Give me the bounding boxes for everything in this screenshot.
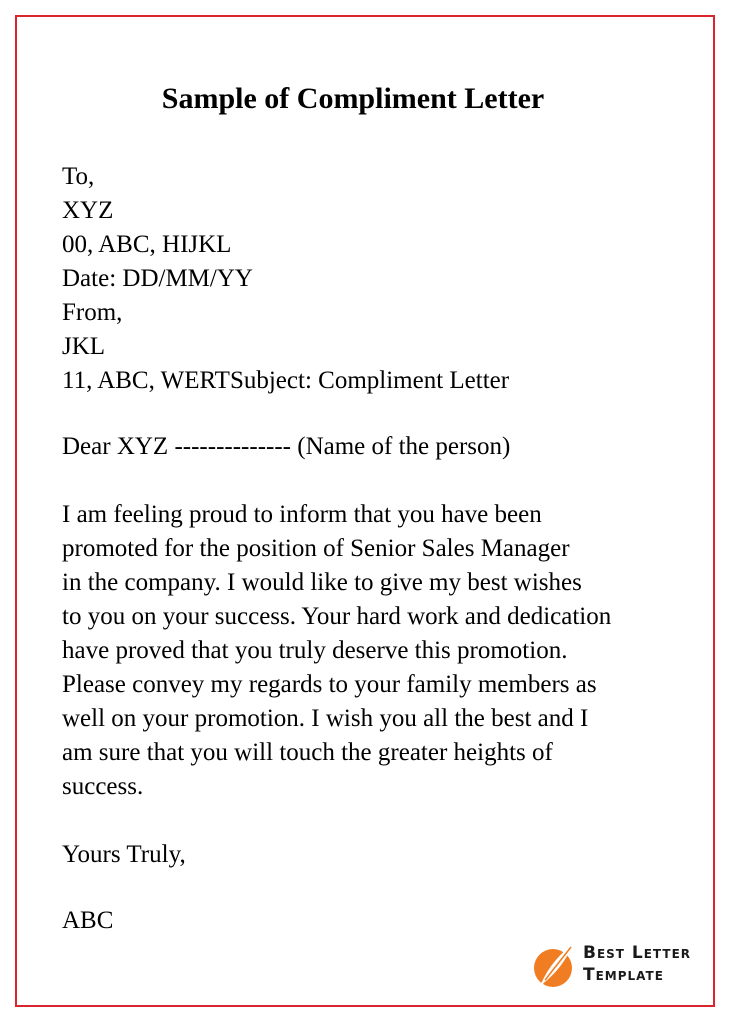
body-line: Please convey my regards to your family members as	[62, 671, 597, 698]
body-line: am sure that you will touch the greater heights of	[62, 739, 553, 766]
address-line: XYZ	[62, 197, 114, 224]
body-line: success.	[62, 773, 144, 800]
body-line: promoted for the position of Senior Sales Manager	[62, 535, 570, 562]
address-line: Date: DD/MM/YY	[62, 265, 253, 292]
body-line: have proved that you truly deserve this promotion.	[62, 637, 568, 664]
salutation: Dear XYZ -------------- (Name of the person)	[62, 433, 511, 460]
page-title: Sample of Compliment Letter	[161, 82, 545, 115]
logo-line2: Template	[583, 965, 664, 985]
address-line: To,	[62, 163, 95, 190]
address-line: JKL	[62, 333, 106, 360]
body-line: in the company. I would like to give my best wishes	[62, 569, 582, 596]
address-line: From,	[62, 299, 123, 326]
body-line: to you on your success. Your hard work and dedication	[62, 603, 612, 630]
address-line: 11, ABC, WERTSubject: Compliment Letter	[62, 367, 510, 394]
address-block	[62, 160, 712, 398]
brand-logo	[533, 938, 713, 994]
body-line: I am feeling proud to inform that you have been	[62, 501, 542, 528]
body-line: well on your promotion. I wish you all the best and I	[62, 705, 589, 732]
logo-text	[583, 942, 691, 986]
feather-pen-icon	[533, 940, 577, 990]
letter-body	[62, 498, 712, 804]
closing: Yours Truly,	[62, 841, 186, 868]
signature: ABC	[62, 907, 114, 934]
address-line: 00, ABC, HIJKL	[62, 231, 232, 258]
logo-line1: Best Letter	[583, 943, 692, 963]
